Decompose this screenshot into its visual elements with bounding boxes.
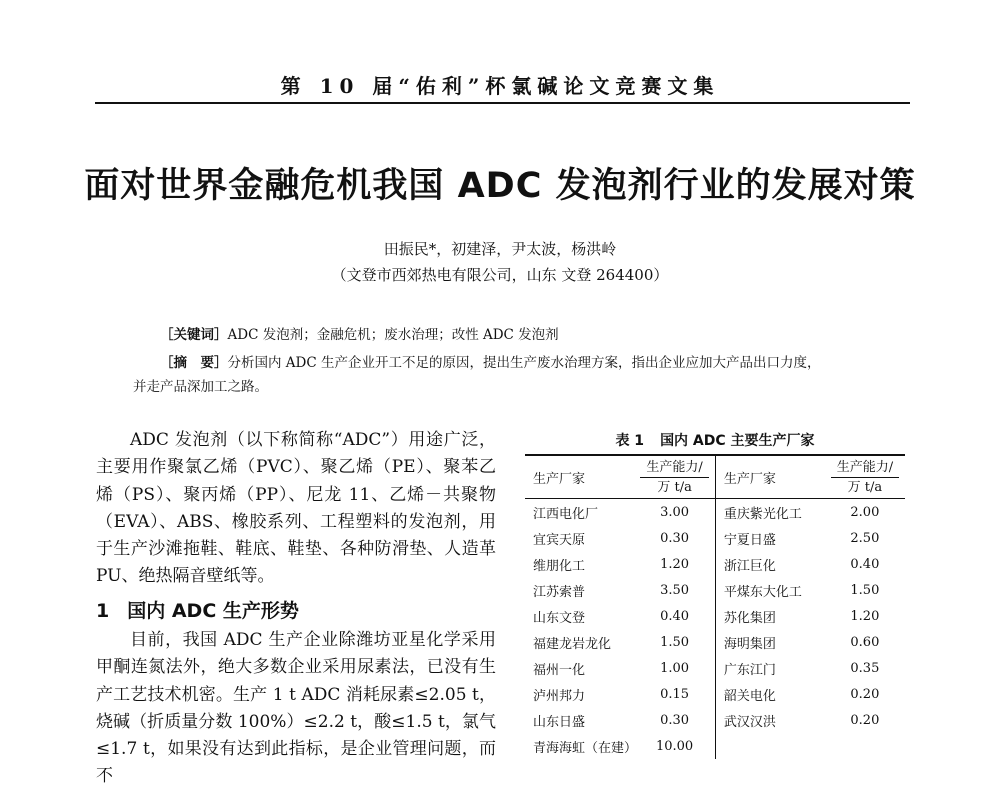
producer-name: 韶关电化 (715, 681, 824, 707)
col-header-capacity-2 (825, 455, 905, 499)
running-head: 第 10 届“佑利”杯氯碱论文竞赛文集 (280, 74, 720, 98)
capacity-value (825, 733, 905, 759)
table-caption-text: 国内 ADC 主要生产厂家 (660, 433, 815, 449)
producer-name: 海明集团 (715, 629, 824, 655)
producer-name: 广东江门 (715, 655, 824, 681)
table-row (525, 629, 905, 655)
producer-name: 武汉汉洪 (715, 707, 824, 733)
producer-name: 福建龙岩龙化 (533, 636, 612, 652)
keywords: ADC 发泡剂；金融危机；废水治理；改性 ADC 发泡剂 (227, 327, 559, 343)
producers-table (525, 454, 905, 759)
section-paragraph: 目前，我国 ADC 生产企业除潍坊亚星化学采用甲酮连氮法外，绝大多数企业采用尿素法，已没有生产工艺技术机密。生产 1 t ADC 消耗尿素≤2.05 t，烧碱（折质量分数 100%）≤2.2 t，酸≤1.5 t，氯气≤1.7 t，如果没有达到此指标，是企业管理问题，而不 (96, 630, 496, 787)
capacity-label: 生产能力/ (646, 459, 703, 475)
producer-name: 青海海虹（在建） (533, 740, 638, 756)
capacity-value: 0.35 (850, 660, 880, 676)
capacity-value: 1.50 (850, 582, 880, 598)
keywords-label: ［关键词］ (160, 327, 228, 343)
producer-name: 浙江巨化 (715, 551, 824, 577)
table-header-row (525, 455, 905, 499)
table-row (525, 603, 905, 629)
table-row (525, 499, 905, 526)
abstract-continuation: 并走产品深加工之路。 (133, 379, 268, 395)
capacity-value: 0.30 (660, 530, 690, 546)
table-number: 表 1 (615, 433, 645, 449)
capacity-label-2: 生产能力/ (836, 459, 894, 475)
capacity-value: 1.20 (660, 556, 690, 572)
abstract-line (160, 351, 920, 371)
header-rule (95, 102, 910, 104)
table-row (525, 551, 905, 577)
capacity-value: 2.00 (850, 504, 880, 520)
capacity-value: 3.50 (660, 582, 690, 598)
producer-name: 维朋化工 (533, 558, 586, 574)
capacity-value: 0.40 (850, 556, 880, 572)
intro-paragraph-block (96, 427, 496, 591)
producer-name: 山东日盛 (533, 714, 586, 730)
col-header-name: 生产厂家 (525, 455, 634, 499)
table-caption (525, 430, 905, 450)
table-row (525, 655, 905, 681)
keywords-line (160, 323, 559, 343)
capacity-value: 10.00 (655, 738, 694, 754)
intro-paragraph: ADC 发泡剂（以下称简称“ADC”）用途广泛，主要用作聚氯乙烯（PVC）、聚乙烯（PE）、聚苯乙烯（PS）、聚丙烯（PP）、尼龙 11、乙烯－共聚物（EVA）、ABS、橡胶系列、工程塑料的发泡剂，用于生产沙滩拖鞋、鞋底、鞋垫、各种防滑垫、人造革 PU、绝热隔音壁纸等。 (96, 430, 496, 587)
producer-name: 宁夏日盛 (715, 525, 824, 551)
article-title: 面对世界金融危机我国 ADC 发泡剂行业的发展对策 (84, 166, 916, 206)
producer-name: 平煤东大化工 (715, 577, 824, 603)
producer-name: 山东文登 (533, 610, 586, 626)
capacity-value: 1.20 (850, 608, 880, 624)
table-row (525, 681, 905, 707)
producer-name: 江西电化厂 (533, 506, 599, 522)
abstract-label: ［摘 要］ (160, 355, 228, 371)
affiliation: （文登市西郊热电有限公司，山东 文登 264400） (331, 266, 669, 284)
producer-name (715, 733, 824, 759)
producer-name: 泸州邦力 (533, 688, 586, 704)
table-row (525, 733, 905, 759)
capacity-unit: 万 t/a (640, 477, 708, 497)
producer-name: 江苏索普 (533, 584, 586, 600)
producer-name: 苏化集团 (715, 603, 824, 629)
capacity-value: 3.00 (660, 504, 690, 520)
capacity-value: 0.40 (660, 608, 690, 624)
col-header-capacity (634, 455, 715, 499)
producer-name: 重庆紫光化工 (715, 499, 824, 526)
capacity-value: 1.50 (660, 634, 690, 650)
authors: 田振民*，初建泽，尹太波，杨洪岭 (383, 240, 617, 258)
capacity-value: 0.15 (660, 686, 690, 702)
col-header-name-2: 生产厂家 (715, 455, 824, 499)
producer-name: 福州一化 (533, 662, 586, 678)
capacity-value: 0.60 (850, 634, 880, 650)
capacity-value: 2.50 (850, 530, 880, 546)
table-row (525, 707, 905, 733)
table-row (525, 577, 905, 603)
capacity-unit-2: 万 t/a (831, 477, 899, 497)
capacity-value: 0.30 (660, 712, 690, 728)
abstract-text: 分析国内 ADC 生产企业开工不足的原因，提出生产废水治理方案，指出企业应加大产品出口力度， (227, 355, 821, 371)
section-heading (96, 596, 299, 623)
capacity-value: 1.00 (660, 660, 690, 676)
table-row (525, 525, 905, 551)
section-paragraph-block (96, 627, 496, 791)
capacity-value: 0.20 (850, 712, 880, 728)
section-title: 国内 ADC 生产形势 (127, 600, 299, 622)
capacity-value: 0.20 (850, 686, 880, 702)
section-number: 1 (96, 600, 110, 622)
producer-name: 宜宾天原 (533, 532, 586, 548)
